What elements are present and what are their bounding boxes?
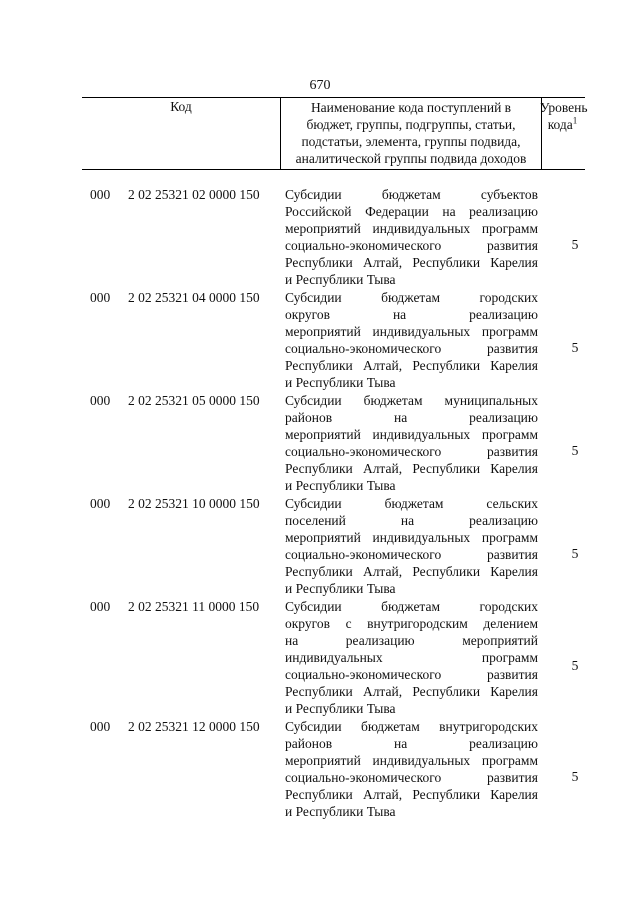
row-name-line: и Республики Тыва [285, 478, 396, 493]
header-name-line: Наименование кода поступлений в [310, 100, 512, 115]
table-row [90, 495, 590, 597]
table-row [90, 186, 590, 288]
row-name-line: Республики Алтай, Республики Карелия [285, 787, 538, 802]
table-row [90, 392, 590, 494]
row-code: 2 02 25321 10 0000 150 [128, 496, 260, 511]
row-name-line: и Республики Тыва [285, 701, 396, 716]
row-name-line: Субсидии бюджетам внутригородских [285, 719, 538, 734]
header-level-line [540, 116, 585, 133]
row-prefix: 000 [90, 393, 111, 408]
footnote-mark: 1 [572, 115, 578, 126]
row-name-line: на реализацию мероприятий [285, 633, 538, 648]
row-name [285, 598, 538, 717]
row-code: 2 02 25321 04 0000 150 [128, 290, 260, 305]
row-name-line: Субсидии бюджетам субъектов [285, 187, 538, 202]
row-name [285, 495, 538, 597]
table-row [90, 598, 590, 717]
row-name [285, 289, 538, 391]
row-name-line: и Республики Тыва [285, 804, 396, 819]
page-number: 670 [309, 78, 331, 93]
row-name-line: социально-экономического развития [285, 444, 538, 459]
row-prefix: 000 [90, 719, 111, 734]
header-level-word: кода [547, 117, 573, 132]
row-name-line: мероприятий индивидуальных программ [285, 221, 538, 236]
row-name-line: мероприятий индивидуальных программ [285, 530, 538, 545]
row-level: 5 [571, 658, 579, 673]
row-name-line: и Республики Тыва [285, 375, 396, 390]
row-name-line: поселений на реализацию [285, 513, 538, 528]
row-level: 5 [571, 443, 579, 458]
header-name-line: аналитической группы подвида доходов [295, 151, 527, 166]
table-row [90, 718, 590, 820]
header-name-line: подстатьи, элемента, группы подвида, [301, 134, 521, 149]
row-name-line: округов на реализацию [285, 307, 538, 322]
row-name-line: социально-экономического развития [285, 770, 538, 785]
row-name-line: Республики Алтай, Республики Карелия [285, 684, 538, 699]
row-level: 5 [571, 237, 579, 252]
row-name [285, 186, 538, 288]
row-prefix: 000 [90, 599, 111, 614]
header-name [280, 98, 542, 170]
row-level: 5 [571, 546, 579, 561]
row-name-line: Субсидии бюджетам городских [285, 290, 538, 305]
row-code: 2 02 25321 05 0000 150 [128, 393, 260, 408]
table-row [90, 289, 590, 391]
row-name-line: мероприятий индивидуальных программ [285, 753, 538, 768]
row-name-line: Субсидии бюджетам муниципальных [285, 393, 538, 408]
row-name-line: районов на реализацию [285, 736, 538, 751]
row-prefix: 000 [90, 290, 111, 305]
row-name-line: Республики Алтай, Республики Карелия [285, 358, 538, 373]
row-prefix: 000 [90, 187, 111, 202]
row-name [285, 392, 538, 494]
row-name-line: Субсидии бюджетам городских [285, 599, 538, 614]
row-level: 5 [571, 769, 579, 784]
row-name-line: и Республики Тыва [285, 581, 396, 596]
row-name-line: социально-экономического развития [285, 667, 538, 682]
header-level-line: Уровень [540, 100, 588, 115]
row-name-line: индивидуальных программ [285, 650, 538, 665]
table-header [82, 97, 588, 170]
row-code: 2 02 25321 02 0000 150 [128, 187, 260, 202]
row-name-line: социально-экономического развития [285, 547, 538, 562]
header-name-line: бюджет, группы, подгруппы, статьи, [306, 117, 516, 132]
row-name-line: Республики Алтай, Республики Карелия [285, 564, 538, 579]
row-code: 2 02 25321 11 0000 150 [128, 599, 260, 614]
row-code: 2 02 25321 12 0000 150 [128, 719, 260, 734]
header-level [540, 98, 588, 170]
row-name-line: Субсидии бюджетам сельских [285, 496, 538, 511]
row-name-line: мероприятий индивидуальных программ [285, 324, 538, 339]
row-name-line: районов на реализацию [285, 410, 538, 425]
header-code: Код [170, 99, 192, 114]
row-name-line: и Республики Тыва [285, 272, 396, 287]
row-name [285, 718, 538, 820]
row-name-line: мероприятий индивидуальных программ [285, 427, 538, 442]
row-prefix: 000 [90, 496, 111, 511]
row-name-line: социально-экономического развития [285, 341, 538, 356]
row-level: 5 [571, 340, 579, 355]
row-name-line: Российской Федерации на реализацию [285, 204, 538, 219]
row-name-line: Республики Алтай, Республики Карелия [285, 461, 538, 476]
row-name-line: Республики Алтай, Республики Карелия [285, 255, 538, 270]
row-name-line: социально-экономического развития [285, 238, 538, 253]
row-name-line: округов с внутригородским делением [285, 616, 538, 631]
